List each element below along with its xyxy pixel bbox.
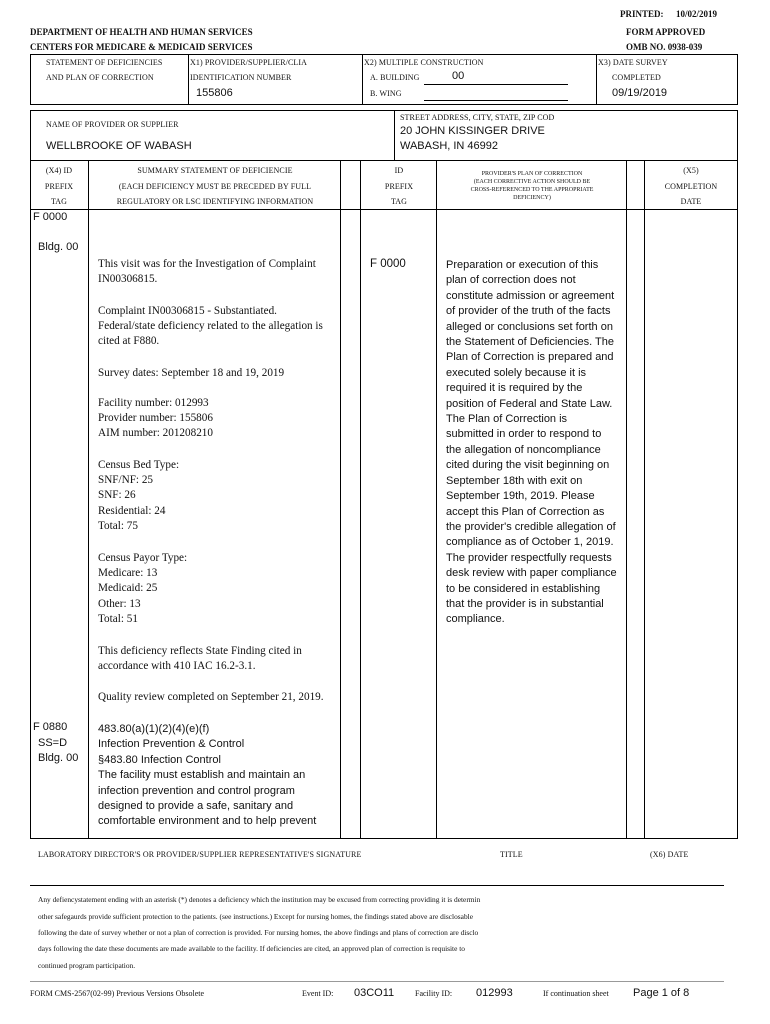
summary-block-complaint: Complaint IN00306815 - Substantiated. Federal/state deficiency related to the allegation is cited at F880. <box>98 305 323 348</box>
provider-name-value: WELLBROOKE OF WABASH <box>46 140 192 152</box>
building-value: 00 <box>452 70 465 82</box>
bldg-f0880: Bldg. 00 <box>38 752 79 764</box>
poc-header-1: PROVIDER'S PLAN OF CORRECTION <box>481 171 583 177</box>
signature-label: LABORATORY DIRECTOR'S OR PROVIDER/SUPPLIER REPRESENTATIVE'S SIGNATURE <box>38 850 362 859</box>
x5-header-1: (X5) <box>683 166 699 175</box>
id-header-3: TAG <box>390 197 408 206</box>
bldg-f0000: Bldg. 00 <box>38 241 79 253</box>
title-label: TITLE <box>500 850 523 859</box>
wing-label: B. WING <box>370 89 402 98</box>
centers-heading: CENTERS FOR MEDICARE & MEDICAID SERVICES <box>30 42 253 52</box>
provider-id-value: 155806 <box>196 87 233 99</box>
summary-block-facility: Facility number: 012993 Provider number: 155806 AIM number: 201208210 <box>98 397 213 440</box>
statement-label-1: STATEMENT OF DEFICIENCIES <box>46 58 163 67</box>
disclaimer-line-2: other safegaurds provide sufficient protection to the patients. (see instructions.) Except for nursing homes, the findings stated above are disclosable <box>38 912 473 921</box>
x1-label-2: IDENTIFICATION NUMBER <box>190 73 292 82</box>
building-label: A. BUILDING <box>370 73 420 82</box>
x4-header-2: PREFIX <box>44 182 74 191</box>
summary-header-3: REGULATORY OR LSC IDENTIFYING INFORMATION <box>116 197 314 206</box>
x4-header-3: TAG <box>50 197 68 206</box>
x1-label-1: X1) PROVIDER/SUPPLIER/CLIA <box>190 58 308 67</box>
poc-header-2: (EACH CORRECTIVE ACTION SHOULD BE <box>473 179 591 185</box>
plan-of-correction-text: Preparation or execution of this plan of correction does not constitute admission or agreement of provider of the truth of the facts alleged or conclusions set forth on the Statement of Deficiencies. The Plan of Correction is prepared and executed solely because it is required it is required by the position of Federal and State Law. The Plan of Correction is submitted in order to respond to the allegation of noncompliance cited during the visit beginning on September 18th with exit on September 19th, 2019. Please accept this Plan of Correction as the provider's credible allegation of compliance as of October 1, 2019. The provider respectfully requests desk review with paper compliance to be considered in establishing that the provider is in substantial compliance. <box>446 259 617 626</box>
x5-header-3: DATE <box>680 197 702 206</box>
poc-header-4: DEFICIENCY) <box>513 195 551 201</box>
address-line-2: WABASH, IN 46992 <box>400 140 499 152</box>
disclaimer-line-3: following the date of survey whether or not a plan of correction is provided. For nursing homes, the above findings and plans of correction are disclo <box>38 928 479 937</box>
id-tag-f0000: F 0000 <box>370 258 406 270</box>
page-number: Page 1 of 8 <box>633 987 690 999</box>
summary-block-state-finding: This deficiency reflects State Finding cited in accordance with 410 IAC 16.2-3.1. <box>98 645 302 673</box>
id-header-2: PREFIX <box>384 182 414 191</box>
disclaimer-line-1: Any defiencystatement ending with an asterisk (*) denotes a deficiency which the institution may be excused from correcting providing it is determin <box>38 895 481 904</box>
facility-id-value: 012993 <box>476 987 513 999</box>
tag-f0880: F 0880 <box>33 721 68 733</box>
x4-header-1: (X4) ID <box>45 166 73 175</box>
summary-block-census-payor: Census Payor Type: Medicare: 13 Medicaid: 25 Other: 13 Total: 51 <box>98 552 188 625</box>
poc-header-3: CROSS-REFERENCED TO THE APPROPRIATE <box>470 187 594 193</box>
tag-f0000: F 0000 <box>33 211 68 223</box>
dept-heading: DEPARTMENT OF HEALTH AND HUMAN SERVICES <box>30 27 253 37</box>
summary-block-visit: This visit was for the Investigation of Complaint IN00306815. <box>98 258 316 286</box>
printed-date: 10/02/2019 <box>676 9 718 19</box>
survey-date-value: 09/19/2019 <box>612 87 668 99</box>
summary-header-1: SUMMARY STATEMENT OF DEFICIENCIE <box>137 166 293 175</box>
disclaimer-line-5: continued program participation. <box>38 961 136 970</box>
printed-label: PRINTED: <box>620 9 664 19</box>
address-label: STREET ADDRESS, CITY, STATE, ZIP COD <box>400 113 555 122</box>
statement-label-2: AND PLAN OF CORRECTION <box>46 73 154 82</box>
address-line-1: 20 JOHN KISSINGER DRIVE <box>400 125 545 137</box>
summary-header-2: (EACH DEFICIENCY MUST BE PRECEDED BY FULL <box>118 182 312 191</box>
omb-number: OMB NO. 0938-039 <box>626 42 703 52</box>
form-number: FORM CMS-2567(02-99) Previous Versions Obsolete <box>30 989 205 998</box>
continuation-label: If continuation sheet <box>543 989 609 998</box>
form-approved: FORM APPROVED <box>626 27 706 37</box>
f880-description: 483.80(a)(1)(2)(4)(e)(f) Infection Prevention & Control §483.80 Infection Control The facility must establish and maintain an infection prevention and control program designed to provide a safe, sanitary and comfortable environment and to help prevent <box>98 723 317 828</box>
provider-name-label: NAME OF PROVIDER OR SUPPLIER <box>46 120 179 129</box>
x3-label-2: COMPLETED <box>612 73 661 82</box>
ss-f0880: SS=D <box>38 737 68 749</box>
summary-block-quality-review: Quality review completed on September 21, 2019. <box>98 691 324 703</box>
disclaimer-line-4: days following the date these documents are made available to the facility. If deficiencies are cited, an approved plan of correction is requisite to <box>38 944 465 953</box>
event-id-value: 03CO11 <box>354 987 395 999</box>
summary-block-survey-dates: Survey dates: September 18 and 19, 2019 <box>98 367 285 379</box>
summary-block-census-bed: Census Bed Type: SNF/NF: 25 SNF: 26 Residential: 24 Total: 75 <box>98 459 180 532</box>
x3-label-1: X3) DATE SURVEY <box>598 58 668 67</box>
facility-id-label: Facility ID: <box>415 989 453 998</box>
x6-date-label: (X6) DATE <box>650 850 689 859</box>
x2-label: X2) MULTIPLE CONSTRUCTION <box>364 58 484 67</box>
event-id-label: Event ID: <box>302 989 334 998</box>
id-header-1: ID <box>394 166 404 175</box>
x5-header-2: COMPLETION <box>664 182 718 191</box>
